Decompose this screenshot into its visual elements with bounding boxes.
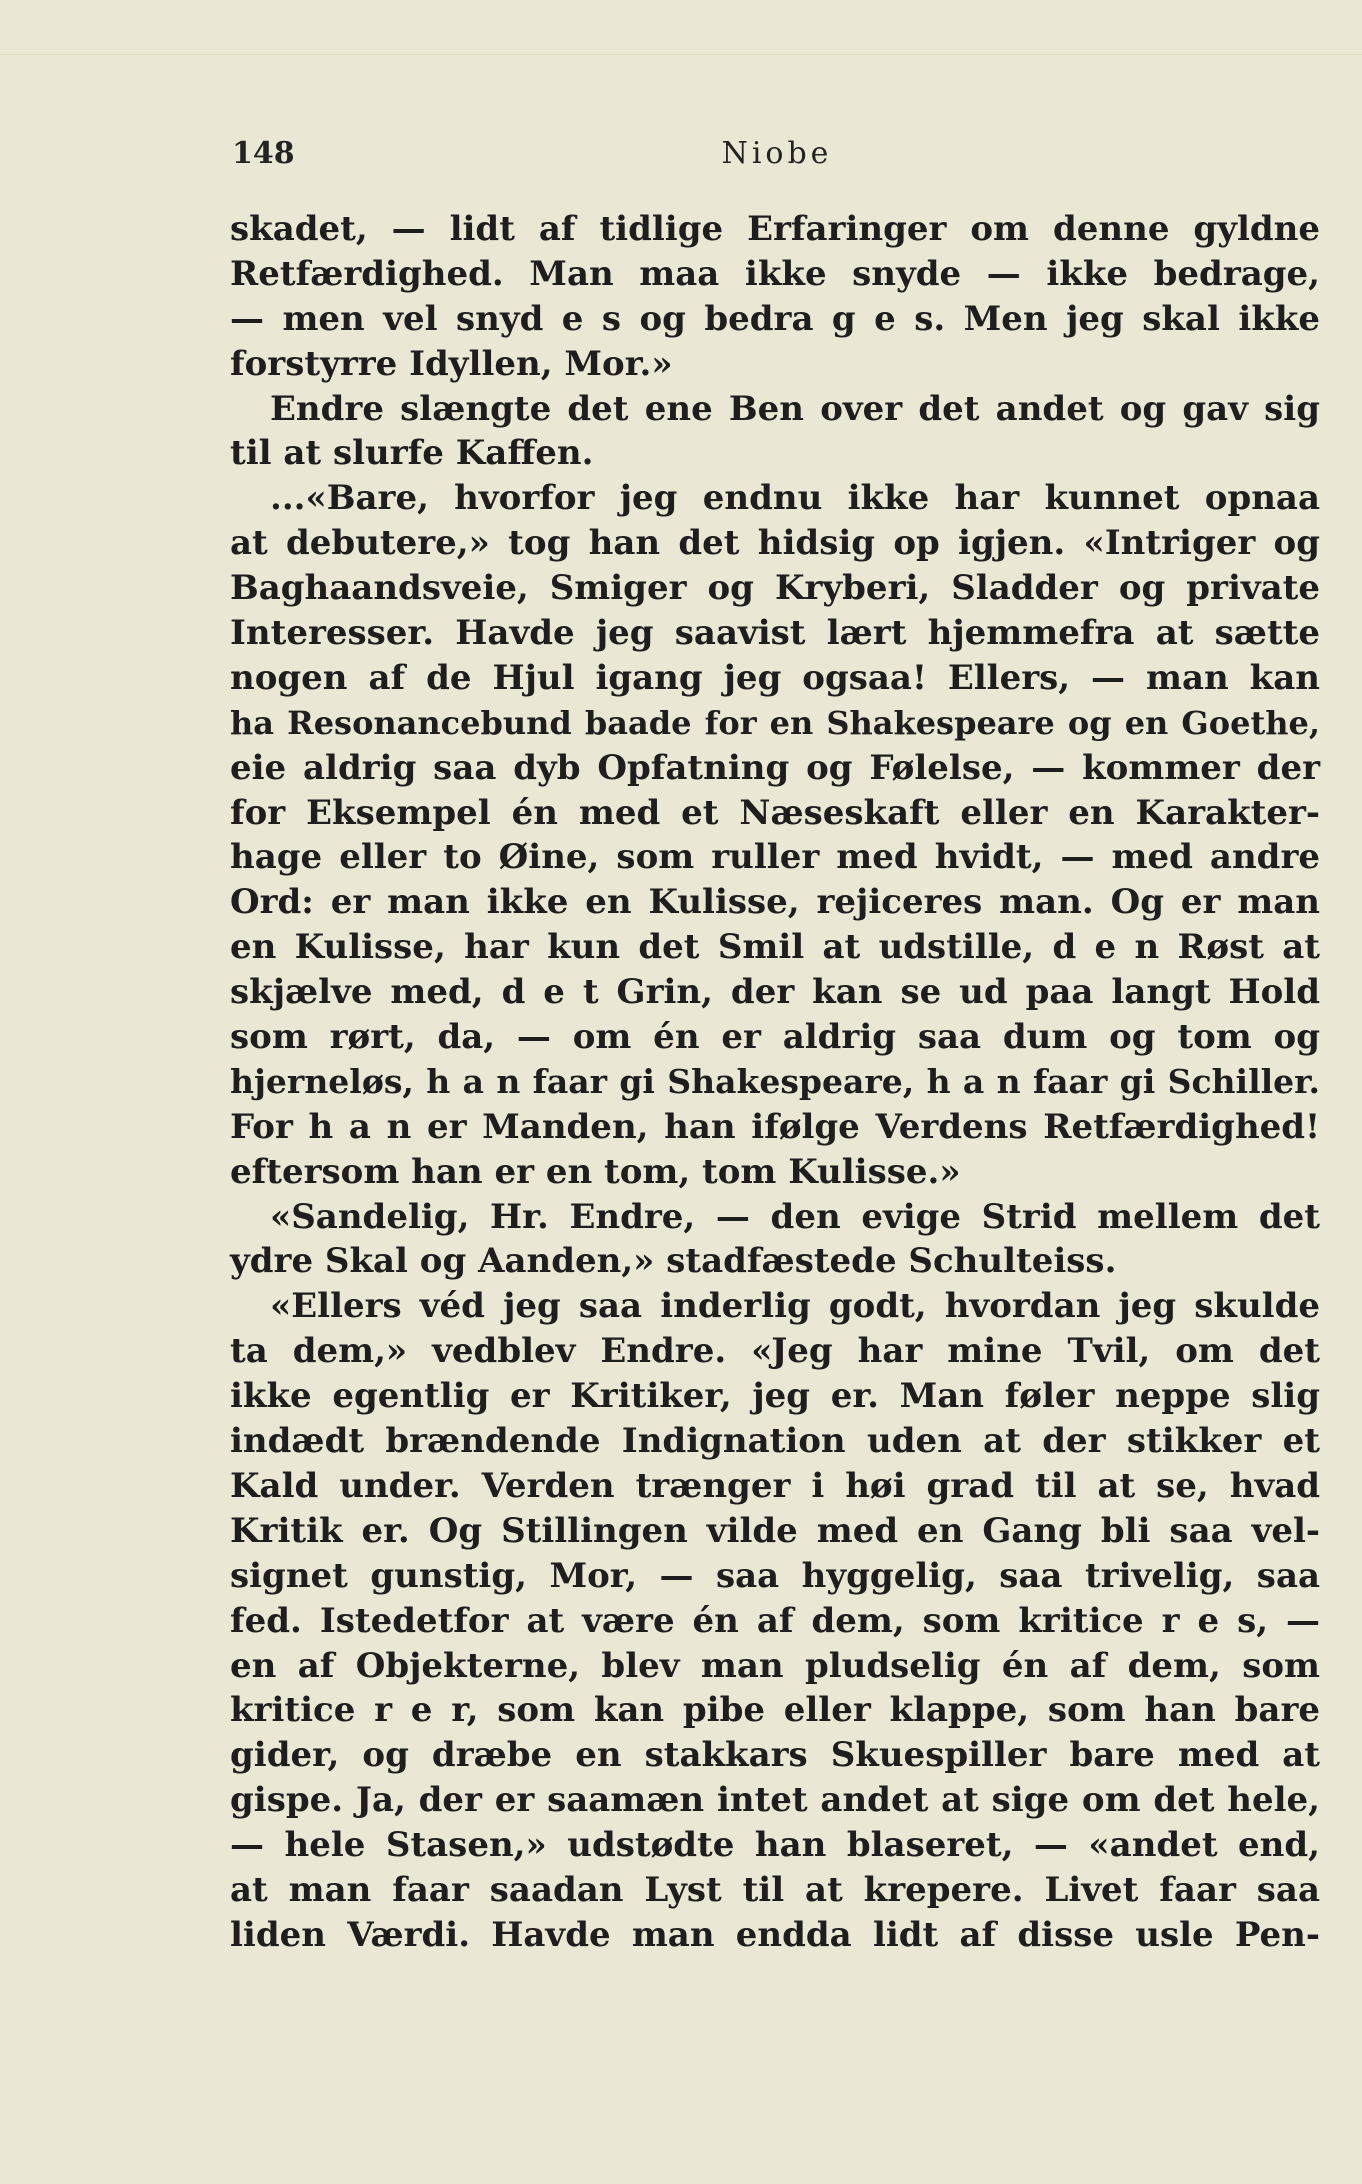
text-line: ta dem,» vedblev Endre. «Jeg har mine Tvil, om det <box>230 1331 1320 1372</box>
text-line: Baghaandsveie, Smiger og Kryberi, Sladder og private <box>230 568 1320 609</box>
text-line: ikke egentlig er Kritiker, jeg er. Man føler neppe slig <box>230 1376 1320 1417</box>
scan-edge-rule <box>0 54 1362 55</box>
text-line: kritice r e r, som kan pibe eller klappe, som han bare <box>230 1690 1320 1731</box>
text-line: indædt brændende Indignation uden at der stikker et <box>230 1421 1320 1462</box>
text-line: skjælve med, d e t Grin, der kan se ud paa langt Hold <box>230 972 1320 1013</box>
page-number: 148 <box>232 136 295 171</box>
text-line: Retfærdighed. Man maa ikke snyde — ikke bedrage, <box>230 253 1320 294</box>
text-line: at debutere,» tog han det hidsig op igjen. «Intriger og <box>230 523 1320 564</box>
text-line: Interesser. Havde jeg saavist lært hjemmefra at sætte <box>230 613 1320 654</box>
text-line: Kald under. Verden trænger i høi grad til at se, hvad <box>230 1465 1320 1506</box>
text-line: signet gunstig, Mor, — saa hyggelig, saa trivelig, saa <box>230 1555 1320 1596</box>
text-line: ha Resonancebund baade for en Shakespeare og en Goethe, <box>230 703 1320 742</box>
text-line: som rørt, da, — om én er aldrig saa dum og tom og <box>230 1017 1320 1058</box>
text-line: Endre slængte det ene Ben over det andet og gav sig <box>270 388 1320 429</box>
text-line: nogen af de Hjul igang jeg ogsaa! Ellers, — man kan <box>230 657 1320 698</box>
page-header <box>232 136 1322 176</box>
text-line: en af Objekterne, blev man pludselig én af dem, som <box>230 1645 1320 1686</box>
text-line: skadet, — lidt af tidlige Erfaringer om denne gyldne <box>230 209 1320 249</box>
text-line: hage eller to Øine, som ruller med hvidt, — med andre <box>230 837 1320 878</box>
text-line: forstyrre Idyllen, Mor.» <box>230 343 673 384</box>
text-line: hjerneløs, h a n faar gi Shakespeare, h a n faar gi Schiller. <box>230 1061 1320 1101</box>
text-line: «Ellers véd jeg saa inderlig godt, hvordan jeg skulde <box>270 1286 1320 1327</box>
text-line: eftersom han er en tom, tom Kulisse.» <box>230 1151 961 1192</box>
text-line: eie aldrig saa dyb Opfatning og Følelse, — kommer der <box>230 747 1320 788</box>
text-line: en Kulisse, har kun det Smil at udstille, d e n Røst at <box>230 927 1320 968</box>
text-line: ydre Skal og Aanden,» stadfæstede Schulteiss. <box>230 1241 1117 1282</box>
text-line: Kritik er. Og Stillingen vilde med en Gang bli saa vel- <box>230 1510 1320 1551</box>
running-title: Niobe <box>721 136 833 171</box>
text-line: at man faar saadan Lyst til at krepere. Livet faar saa <box>230 1869 1320 1910</box>
text-line: ...«Bare, hvorfor jeg endnu ikke har kunnet opnaa <box>270 478 1320 519</box>
text-line: til at slurfe Kaffen. <box>230 433 594 474</box>
text-line: «Sandelig, Hr. Endre, — den evige Strid mellem det <box>270 1196 1320 1237</box>
text-line: gider, og dræbe en stakkars Skuespiller bare med at <box>230 1735 1320 1776</box>
text-line: — hele Stasen,» udstødte han blaseret, — «andet end, <box>230 1825 1320 1866</box>
body-text <box>230 207 1320 1958</box>
text-line: Ord: er man ikke en Kulisse, rejiceres man. Og er man <box>230 882 1320 923</box>
text-line: fed. Istedetfor at være én af dem, som kritice r e s, — <box>230 1600 1320 1641</box>
text-line: — men vel snyd e s og bedra g e s. Men jeg skal ikke <box>230 298 1320 339</box>
text-line: For h a n er Manden, han ifølge Verdens Retfærdighed! <box>230 1106 1320 1147</box>
text-line: liden Værdi. Havde man endda lidt af disse usle Pen- <box>230 1914 1320 1955</box>
text-line: gispe. Ja, der er saamæn intet andet at sige om det hele, <box>230 1780 1320 1821</box>
text-line: for Eksempel én med et Næseskaft eller en Karakter- <box>230 792 1320 833</box>
